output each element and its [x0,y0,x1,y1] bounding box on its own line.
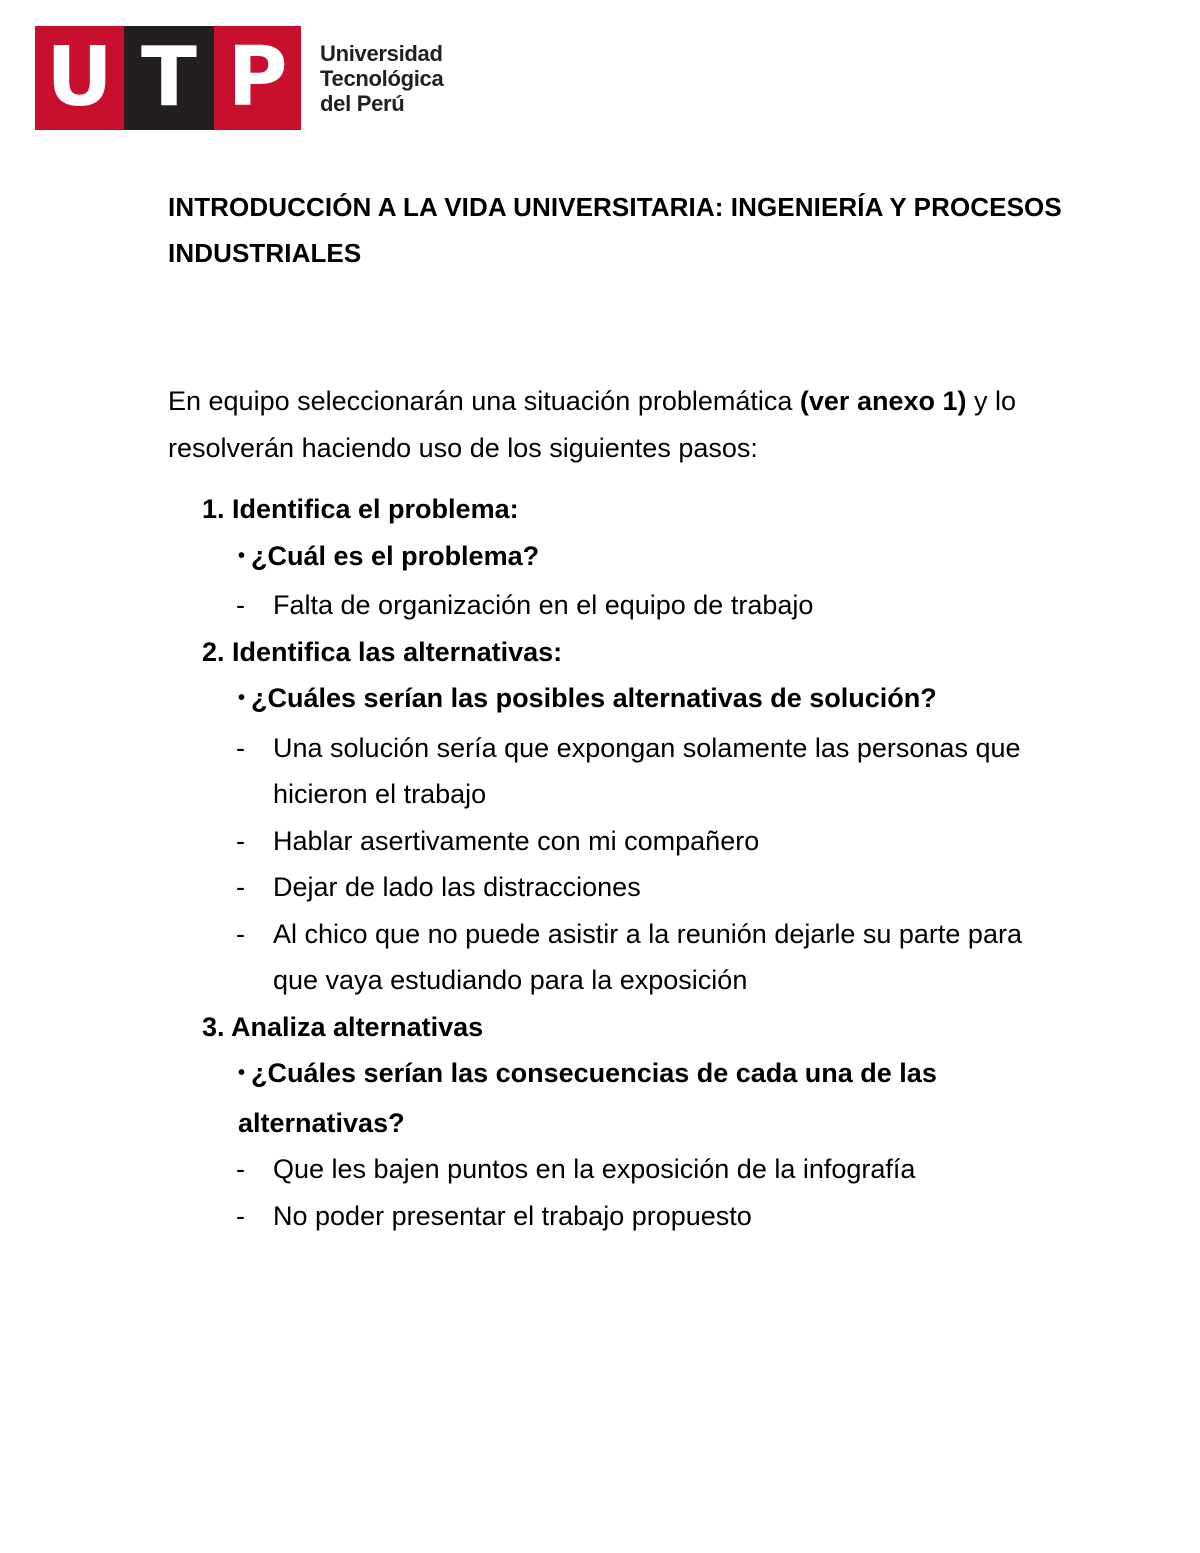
answer-text: Al chico que no puede asistir a la reunión dejarle su parte para que vaya estudiando para la exposición [273,918,1022,995]
answer-item [168,864,1043,911]
answer-item [168,725,1043,818]
dash-marker: - [236,732,245,763]
dash-marker: - [236,1154,245,1184]
intro-text: En equipo seleccionarán una situación problemática [168,386,800,416]
dash-marker: - [236,590,245,620]
answer-item [168,1146,1043,1193]
intro-paragraph [168,378,1068,472]
question-text: ¿Cuáles serían las consecuencias de cada una de las alternativas? [238,1058,937,1138]
question-text: ¿Cuál es el problema? [251,540,540,571]
steps-list [168,486,1068,1239]
logo-name-line: Tecnológica [320,65,444,91]
step-heading: 3. Analiza alternativas [202,1011,484,1042]
dash-marker: - [236,825,245,856]
dash-marker: - [236,1200,245,1231]
answer-text: Dejar de lado las distracciones [273,872,641,902]
question-text: ¿Cuáles serían las posibles alternativas de solución? [251,683,937,713]
bullet-icon: • [238,1062,246,1084]
logo-name-line: Universidad [320,40,443,66]
answer-item [168,911,1043,1004]
step-question [168,675,1018,725]
answer-text: Falta de organización en el equipo de trabajo [273,590,814,620]
logo-university-name [320,41,443,116]
dash-marker: - [236,918,245,949]
answer-item [168,582,1043,629]
logo-letter-t: T [124,26,214,130]
step-question [168,1050,1018,1146]
step-heading: 1. Identifica el problema: [202,494,519,524]
bullet-icon: • [238,687,246,709]
utp-logo [35,26,443,130]
bullet-icon: • [238,544,246,567]
document-body [168,184,1068,1239]
answer-item [168,818,1043,865]
logo-letter-p: P [214,26,301,130]
answer-text: Hablar asertivamente con mi compañero [273,825,760,856]
answer-text: No poder presentar el trabajo propuesto [273,1200,752,1231]
logo-letter-u: U [35,26,124,130]
answer-item [168,1193,1043,1240]
answer-text: Una solución sería que expongan solamente las personas que hicieron el trabajo [273,732,1021,809]
intro-annex-reference: (ver anexo 1) [799,386,967,416]
dash-marker: - [236,872,245,902]
answer-text: Que les bajen puntos en la exposición de la infografía [273,1154,916,1184]
step-heading: 2. Identifica las alternativas: [202,636,563,667]
step-question [168,533,1018,583]
document-title: INTRODUCCIÓN A LA VIDA UNIVERSITARIA: INGENIERÍA Y PROCESOS INDUSTRIALES [168,192,1062,268]
logo-name-line: del Perú [320,90,405,116]
intro-text-continued: y lo resolverán haciendo uso de los siguientes pasos: [168,386,1017,463]
